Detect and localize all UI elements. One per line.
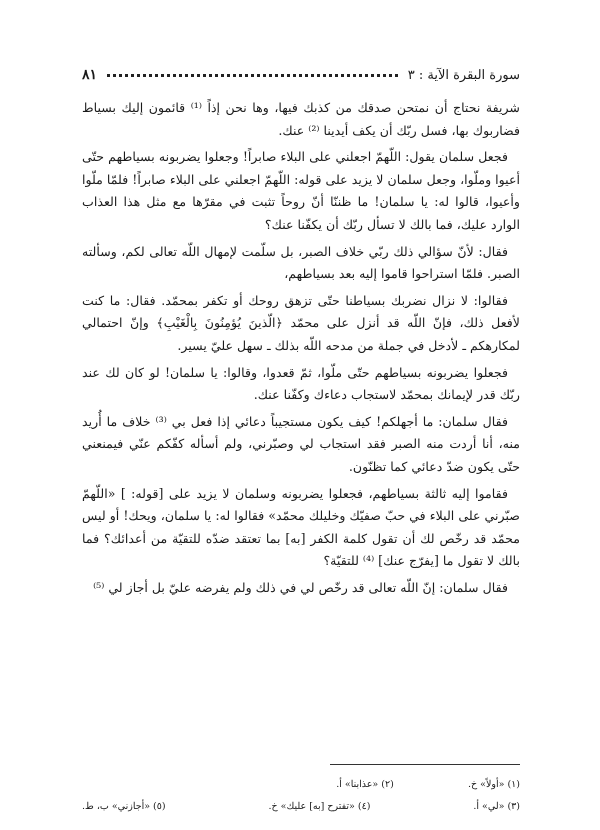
paragraph: فقال سلمان: إنّ اللّه تعالى قد رخّص لي في ذلك ولم يفرضه عليّ بل أجاز لي ⁽⁵⁾ xyxy=(93,579,508,595)
footnote: (٢) «عذابنا» أ. xyxy=(336,779,394,790)
paragraph: فقال سلمان: ما أجهلكم! كيف يكون مستجيباً دعائي إذا فعل بي ⁽³⁾ خلاف ما أُريد منه، أنا أردت منه الصبر فقد استجاب لي وصبّرني، ولم أسأله كفّكم عنّي فيمنعني حتّى يكون ضدّ دعائي كما تظنّون. xyxy=(82,413,520,474)
page-header xyxy=(82,64,520,86)
main-text xyxy=(82,97,520,603)
footnote-row xyxy=(82,774,520,796)
footnote: (٤) «تفترح [به] عليك» خ. xyxy=(268,801,371,812)
footnote-row xyxy=(82,796,520,818)
paragraph: فجعل سلمان يقول: اللّهمّ اجعلني على البلاء صابراً! وجعلوا يضربونه بسياطهم حتّى أعيوا وملّوا، وجعل سلمان لا يزيد على قوله: اللّهمّ اجعلني على البلاء صابراً! فلمّا ملّوا وأعيوا، قالوا له: يا سلمان! ما ظننّا أنّ روحاً تثبت في مقرّها مع مثل هذا العذاب الوارد عليك، فما بالك لا تسأل ربّك أن يكفّنا عنك؟ xyxy=(82,149,520,232)
footnote: (١) «أولاً» خ. xyxy=(468,779,520,790)
paragraph: فجعلوا يضربونه بسياطهم حتّى ملّوا، ثمّ قعدوا، وقالوا: يا سلمان! لو كان لك عند ربّك قدر لإيمانك بمحمّد لاستجاب دعاءك وكفّنا عنك. xyxy=(82,364,520,403)
footnote: (٣) «لي» أ. xyxy=(473,801,520,812)
paragraph: شريفة نحتاج أن نمتحن صدقك من كذبك فيها، وها نحن إذاً ⁽¹⁾ قائمون إليك بسياط فضاربوك بها، فسل ربّك أن يكف أيدينا ⁽²⁾ عنك. xyxy=(82,100,520,138)
footnotes xyxy=(82,774,520,818)
paragraph: فقالوا: لا نزال نضربك بسياطنا حتّى تزهق روحك أو تكفر بمحمّد. فقال: ما كنت لأفعل ذلك، فإنّ اللّه قد أنزل على محمّد ﴿الّذينَ يُؤمِنُونَ بِالْغَيْبِ﴾ وإنّ احتمالي لمكارهكم ـ لأدخل في جملة من مدحه اللّه بذلك ـ سهل عليّ يسير. xyxy=(82,292,520,353)
header-dotted-rule xyxy=(107,74,398,77)
paragraph: فقاموا إليه ثالثة بسياطهم، فجعلوا يضربونه وسلمان لا يزيد على [قوله: ] «اللّهمّ صبّرني على البلاء في حبّ صفيّك وخليلك محمّد» فقالوا له: يا سلمان، ويحك! أو ليس محمّد قد رخّص لك أن تقول كلمة الكفر [به] بما تعتقد ضدّه للتقيّة من أعدائك؟ فما بالك لا تقول ما [يفرّج عنك] ⁽⁴⁾ للتقيّة؟ xyxy=(82,485,520,569)
paragraph: فقال: لأنّ سؤالي ذلك ربّي خلاف الصبر، بل سلّمت لإمهال اللّه تعالى لكم، وسألته الصبر. فلمّا استراحوا قاموا إليه بعد بسياطهم، xyxy=(82,243,520,282)
footnote-divider xyxy=(330,764,520,765)
footnote: (٥) «أجازني» ب، ط. xyxy=(82,801,166,812)
page-number: ٨١ xyxy=(82,67,98,83)
running-title: سورة البقرة الآية : ٣ xyxy=(407,67,520,83)
